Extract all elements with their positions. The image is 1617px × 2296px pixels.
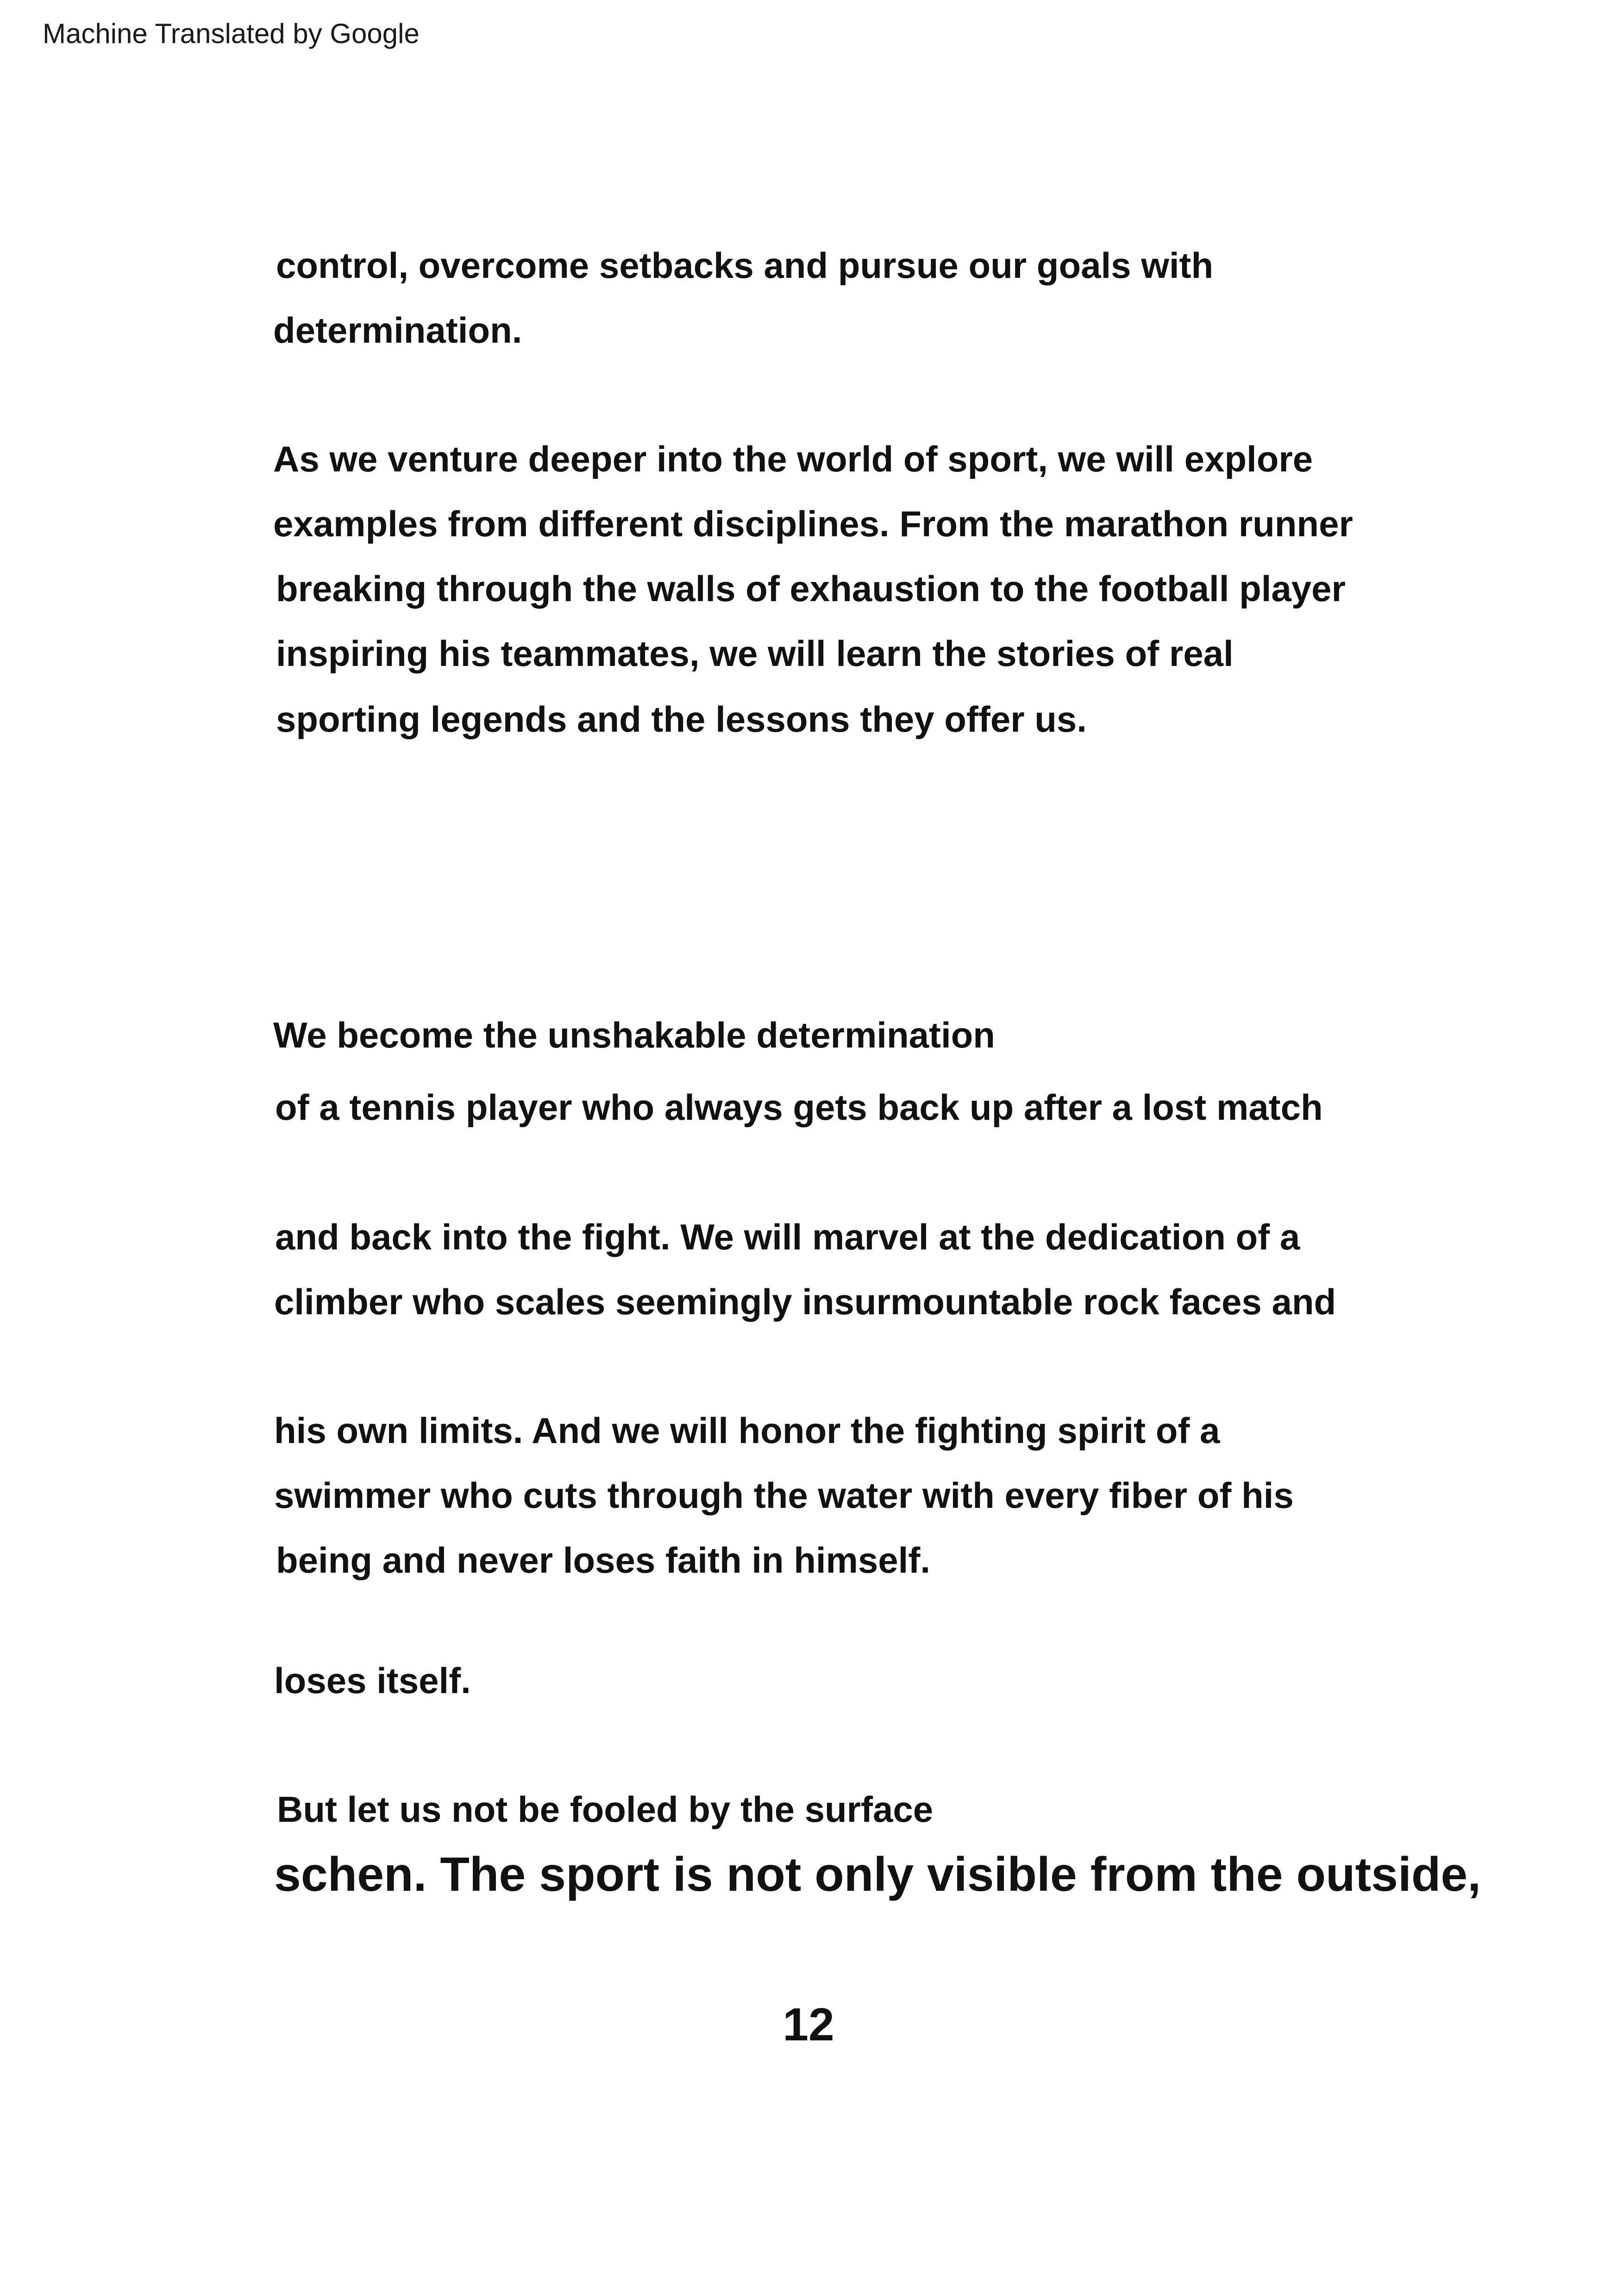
text-line: determination. [273,310,522,351]
text-line: and back into the fight. We will marvel at the dedication of a [275,1217,1300,1257]
text-line: swimmer who cuts through the water with every fiber of his [274,1475,1294,1516]
text-line: We become the unshakable determination [273,1015,995,1055]
text-line: breaking through the walls of exhaustion to the football player [276,568,1346,609]
text-line: As we venture deeper into the world of sport, we will explore [273,439,1313,479]
text-line: loses itself. [274,1660,471,1701]
translation-note: Machine Translated by Google [43,18,420,49]
text-line: inspiring his teammates, we will learn the stories of real [276,633,1234,674]
text-line: schen. The sport is not only visible from the outside, [274,1848,1481,1901]
text-line: climber who scales seemingly insurmountable rock faces and [274,1281,1336,1322]
text-line: of a tennis player who always gets back up after a lost match [275,1087,1323,1128]
text-line: being and never loses faith in himself. [276,1540,930,1581]
page-number: 12 [783,1999,834,2051]
text-line: But let us not be fooled by the surface [277,1789,934,1830]
text-line: control, overcome setbacks and pursue our goals with [276,245,1214,286]
text-line: sporting legends and the lessons they offer us. [276,699,1087,740]
text-line: his own limits. And we will honor the fighting spirit of a [274,1410,1220,1451]
text-line: examples from different disciplines. From the marathon runner [273,503,1353,544]
